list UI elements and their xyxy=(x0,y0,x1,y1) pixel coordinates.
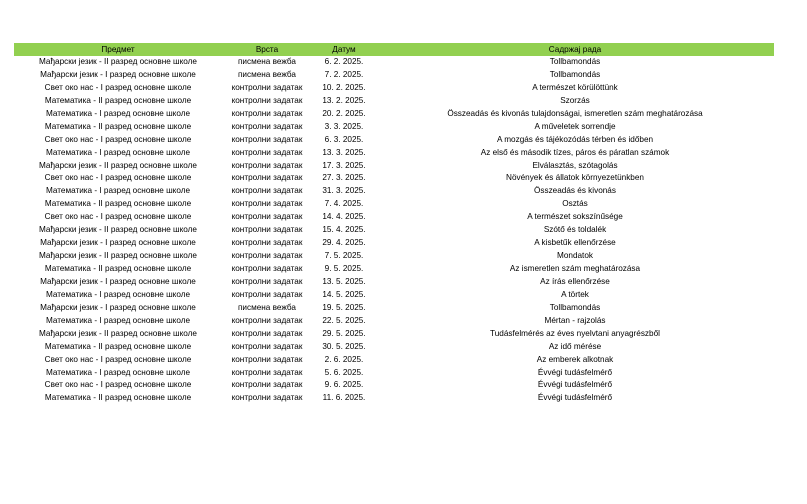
table-row xyxy=(14,95,774,108)
cell-content: Tollbamondás xyxy=(549,302,601,312)
cell-subject: Математика - I разред основне школе xyxy=(45,147,191,157)
cell-type: контролни задатак xyxy=(231,147,303,157)
table-body xyxy=(14,56,774,405)
table-row xyxy=(14,392,774,405)
cell-content: Évvégi tudásfelmérő xyxy=(537,367,613,377)
cell-content: Évvégi tudásfelmérő xyxy=(537,393,613,403)
table-row xyxy=(14,263,774,276)
cell-type: контролни задатак xyxy=(231,121,303,131)
table-row xyxy=(14,250,774,263)
header-date: Датум xyxy=(332,45,356,54)
cell-type: контролни задатак xyxy=(231,315,303,325)
cell-subject: Математика - II разред основне школе xyxy=(44,95,192,105)
cell-content: Évvégi tudásfelmérő xyxy=(537,380,613,390)
table-row xyxy=(14,328,774,341)
header-content: Садржај рада xyxy=(548,45,602,54)
cell-date: 19. 5. 2025. xyxy=(322,302,366,312)
table-row xyxy=(14,121,774,134)
cell-type: контролни задатак xyxy=(231,341,303,351)
cell-date: 7. 4. 2025. xyxy=(324,199,364,209)
table-row xyxy=(14,108,774,121)
cell-content: Mértan - rajzolás xyxy=(544,315,606,325)
cell-date: 5. 6. 2025. xyxy=(324,367,364,377)
cell-type: контролни задатак xyxy=(231,173,303,183)
table-row xyxy=(14,367,774,380)
table-row xyxy=(14,224,774,237)
table-row xyxy=(14,315,774,328)
cell-date: 7. 2. 2025. xyxy=(324,69,364,79)
table-row xyxy=(14,289,774,302)
cell-date: 31. 3. 2025. xyxy=(322,186,366,196)
cell-subject: Мађарски језик - II разред основне школе xyxy=(39,251,197,261)
cell-content: Az ismeretlen szám meghatározása xyxy=(509,264,641,273)
cell-subject: Мађарски језик - II разред основне школе xyxy=(39,57,197,66)
cell-type: контролни задатак xyxy=(231,212,303,222)
cell-type: контролни задатак xyxy=(231,95,303,105)
cell-type: контролни задатак xyxy=(231,354,303,364)
cell-type: контролни задатак xyxy=(231,160,303,170)
cell-type: контролни задатак xyxy=(231,367,303,377)
cell-subject: Математика - I разред основне школе xyxy=(45,367,191,377)
header-subject: Предмет xyxy=(101,45,135,54)
cell-subject: Мађарски језик - I разред основне школе xyxy=(40,302,196,312)
header-type: Врста xyxy=(255,45,279,54)
cell-date: 7. 5. 2025. xyxy=(324,251,364,261)
cell-type: контролни задатак xyxy=(231,264,303,273)
cell-subject: Свет око нас - I разред основне школе xyxy=(44,212,192,222)
cell-subject: Мађарски језик - II разред основне школе xyxy=(39,328,197,338)
cell-date: 15. 4. 2025. xyxy=(322,225,366,235)
cell-content: Osztás xyxy=(562,199,588,209)
cell-date: 20. 2. 2025. xyxy=(322,108,366,118)
cell-type: писмена вежба xyxy=(238,69,296,79)
cell-content: A törtek xyxy=(561,289,589,299)
cell-subject: Свет око нас - I разред основне школе xyxy=(44,134,192,144)
table-row xyxy=(14,134,774,147)
cell-content: A mozgás és tájékozódás térben és időben xyxy=(496,134,654,144)
cell-type: контролни задатак xyxy=(231,380,303,390)
cell-content: Tollbamondás xyxy=(549,57,601,66)
cell-content: Mondatok xyxy=(557,251,593,261)
cell-content: Szorzás xyxy=(560,95,590,105)
cell-content: Az idő mérése xyxy=(548,341,602,351)
cell-type: контролни задатак xyxy=(231,199,303,209)
cell-content: Szótő és toldalék xyxy=(543,225,607,235)
cell-type: контролни задатак xyxy=(231,134,303,144)
cell-date: 29. 5. 2025. xyxy=(322,328,366,338)
cell-subject: Мађарски језик - I разред основне школе xyxy=(40,276,196,286)
cell-subject: Мађарски језик - II разред основне школе xyxy=(39,160,197,170)
cell-content: Az írás ellenőrzése xyxy=(540,276,610,286)
cell-type: контролни задатак xyxy=(231,225,303,235)
table-row xyxy=(14,276,774,289)
table-row xyxy=(14,160,774,173)
cell-type: контролни задатак xyxy=(231,238,303,248)
cell-subject: Математика - I разред основне школе xyxy=(45,315,191,325)
table-row xyxy=(14,147,774,160)
table-row xyxy=(14,211,774,224)
table-row xyxy=(14,56,774,69)
cell-date: 30. 5. 2025. xyxy=(322,341,366,351)
cell-content: A természet sokszínűsége xyxy=(527,212,623,222)
cell-date: 17. 3. 2025. xyxy=(322,160,366,170)
cell-content: Az első és második tízes, páros és páratlan számok xyxy=(480,147,670,157)
cell-content: Elválasztás, szótagolás xyxy=(532,160,618,170)
cell-subject: Математика - II разред основне школе xyxy=(44,264,192,273)
cell-type: контролни задатак xyxy=(231,276,303,286)
cell-date: 6. 2. 2025. xyxy=(324,57,364,66)
cell-date: 14. 4. 2025. xyxy=(322,212,366,222)
cell-date: 14. 5. 2025. xyxy=(322,289,366,299)
cell-date: 10. 2. 2025. xyxy=(322,82,366,92)
cell-subject: Мађарски језик - I разред основне школе xyxy=(40,69,196,79)
cell-type: контролни задатак xyxy=(231,186,303,196)
cell-type: писмена вежба xyxy=(238,302,296,312)
cell-subject: Математика - I разред основне школе xyxy=(45,289,191,299)
cell-date: 27. 3. 2025. xyxy=(322,173,366,183)
cell-content: Növények és állatok környezetünkben xyxy=(506,173,644,183)
table-row xyxy=(14,172,774,185)
table-row xyxy=(14,341,774,354)
cell-date: 6. 3. 2025. xyxy=(324,134,364,144)
table-row xyxy=(14,379,774,392)
table-row xyxy=(14,198,774,211)
cell-type: контролни задатак xyxy=(231,82,303,92)
cell-subject: Математика - II разред основне школе xyxy=(44,341,192,351)
table-row xyxy=(14,82,774,95)
cell-subject: Свет око нас - I разред основне школе xyxy=(44,380,192,390)
cell-subject: Математика - II разред основне школе xyxy=(44,199,192,209)
cell-type: контролни задатак xyxy=(231,251,303,261)
table-row xyxy=(14,185,774,198)
cell-date: 9. 5. 2025. xyxy=(324,264,364,273)
cell-content: Az emberek alkotnak xyxy=(536,354,614,364)
test-schedule-table xyxy=(14,43,774,405)
cell-type: контролни задатак xyxy=(231,393,303,403)
cell-content: A kisbetűk ellenőrzése xyxy=(534,238,616,248)
cell-date: 22. 5. 2025. xyxy=(322,315,366,325)
cell-date: 13. 2. 2025. xyxy=(322,95,366,105)
table-row xyxy=(14,302,774,315)
cell-content: Tudásfelmérés az éves nyelvtani anyagrészből xyxy=(490,328,660,338)
cell-content: Tollbamondás xyxy=(549,69,601,79)
cell-subject: Математика - I разред основне школе xyxy=(45,186,191,196)
cell-content: Összeadás és kivonás tulajdonságai, ismeretlen szám meghatározása xyxy=(447,108,703,118)
cell-content: A műveletek sorrendje xyxy=(534,121,616,131)
cell-date: 3. 3. 2025. xyxy=(324,121,364,131)
cell-subject: Свет око нас - I разред основне школе xyxy=(44,82,192,92)
cell-date: 2. 6. 2025. xyxy=(324,354,364,364)
table-header-row xyxy=(14,43,774,56)
cell-subject: Свет око нас - I разред основне школе xyxy=(44,173,192,183)
cell-subject: Мађарски језик - I разред основне школе xyxy=(40,238,196,248)
cell-subject: Мађарски језик - II разред основне школе xyxy=(39,225,197,235)
table-row xyxy=(14,237,774,250)
cell-subject: Математика - II разред основне школе xyxy=(44,393,192,403)
cell-type: контролни задатак xyxy=(231,108,303,118)
cell-type: писмена вежба xyxy=(238,57,296,66)
cell-subject: Математика - II разред основне школе xyxy=(44,121,192,131)
table-row xyxy=(14,69,774,82)
table-row xyxy=(14,354,774,367)
cell-subject: Математика - I разред основне школе xyxy=(45,108,191,118)
cell-content: A természet körülöttünk xyxy=(532,82,618,92)
cell-date: 29. 4. 2025. xyxy=(322,238,366,248)
cell-date: 11. 6. 2025. xyxy=(322,393,366,403)
cell-type: контролни задатак xyxy=(231,289,303,299)
cell-date: 13. 5. 2025. xyxy=(322,276,366,286)
cell-date: 13. 3. 2025. xyxy=(322,147,366,157)
cell-date: 9. 6. 2025. xyxy=(324,380,364,390)
cell-type: контролни задатак xyxy=(231,328,303,338)
cell-subject: Свет око нас - I разред основне школе xyxy=(44,354,192,364)
cell-content: Összeadás és kivonás xyxy=(534,186,616,196)
